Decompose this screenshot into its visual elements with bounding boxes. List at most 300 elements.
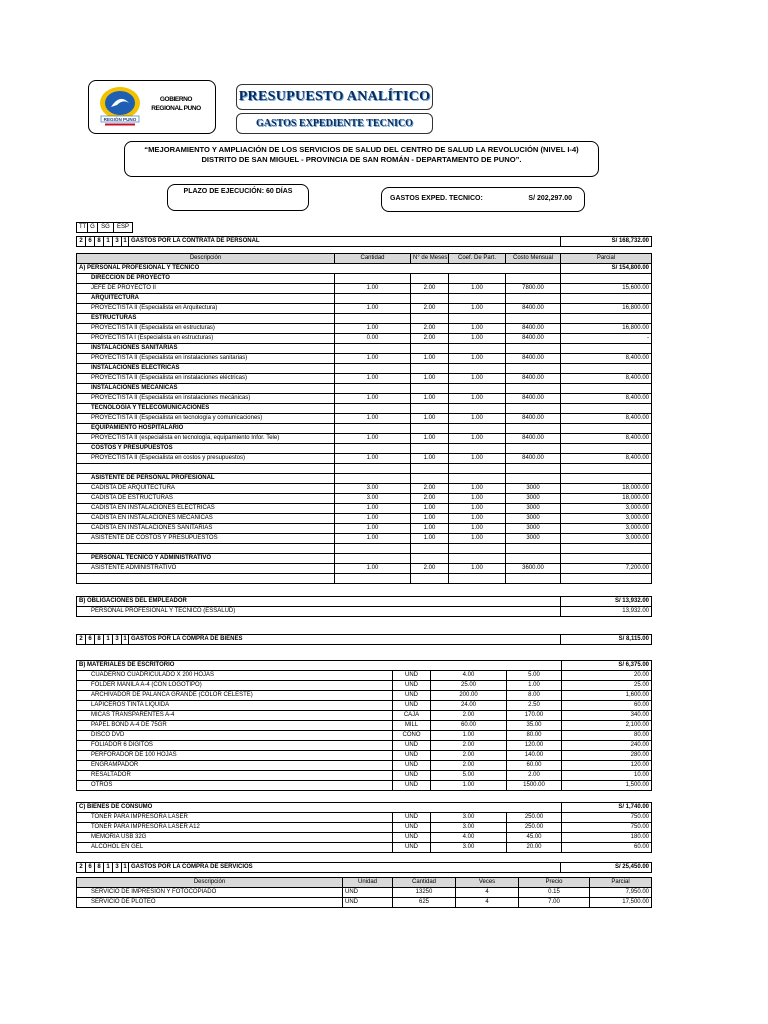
subgroup-row: [77, 294, 652, 304]
row-meses: 2.00: [411, 284, 449, 294]
empty-cell: [561, 464, 652, 474]
row-coef: 1.00: [449, 374, 506, 384]
table-row: [77, 514, 652, 524]
row-costo: 8400.00: [506, 304, 561, 314]
row-cantidad: 24.00: [431, 701, 507, 711]
table-row: [77, 454, 652, 464]
row-costo: 8400.00: [506, 394, 561, 404]
section-bienes-banner: [76, 634, 652, 645]
empty-cell: [506, 314, 561, 324]
row-parcial: 240.00: [562, 741, 652, 751]
row-unidad: CAJA: [393, 711, 431, 721]
table-row: [77, 304, 652, 314]
row-coef: 1.00: [449, 414, 506, 424]
empty-cell: [335, 404, 411, 414]
sec1-code: 1: [122, 237, 129, 247]
plazo-box: [167, 184, 309, 211]
row-costo: 8400.00: [506, 414, 561, 424]
empty-cell: [449, 544, 506, 554]
table-row: [77, 354, 652, 364]
row-parcial: 180.00: [562, 833, 652, 843]
group-consumo-total: S/ 1,740.00: [562, 803, 652, 813]
row-parcial: 16,800.00: [561, 324, 652, 334]
empty-cell: [506, 364, 561, 374]
table-row: [77, 691, 652, 701]
logo-box: [88, 80, 216, 134]
subgroup-row: [77, 314, 652, 324]
row-parcial: 2,100.00: [562, 721, 652, 731]
row-description: PROYECTISTA II (Especialista en instalaciones mecánicas): [77, 394, 335, 404]
empty-cell: [506, 554, 561, 564]
empty-cell: [561, 384, 652, 394]
subgroup-label: INSTALACIONES MECÁNICAS: [77, 384, 335, 394]
subgroup-label: DIRECCIÓN DE PROYECTO: [77, 274, 335, 284]
empty-cell: [335, 364, 411, 374]
row-parcial: -: [561, 334, 652, 344]
empty-cell: [561, 554, 652, 564]
row-unidad: UND: [393, 823, 431, 833]
essalud-value: 13,932.00: [561, 607, 652, 617]
row-cantidad: 1.00: [431, 781, 507, 791]
sec2-code: 3: [113, 635, 122, 645]
row-parcial: 8,400.00: [561, 414, 652, 424]
table-row: [77, 781, 652, 791]
col-coef: Coef. De Part.: [449, 254, 506, 264]
row-coef: 1.00: [449, 434, 506, 444]
materiales-table: [76, 660, 652, 791]
project-line2: DISTRITO DE SAN MIGUEL - PROVINCIA DE SAN ROMÁN - DEPARTAMENTO DE PUNO”.: [201, 155, 522, 164]
table-row: [77, 414, 652, 424]
row-description: MEMORIA USB 32G: [77, 833, 393, 843]
empty-cell: [506, 344, 561, 354]
table-row: [77, 504, 652, 514]
row-parcial: 3,000.00: [561, 504, 652, 514]
row-cantidad: 1.00: [335, 284, 411, 294]
empty-cell: [335, 544, 411, 554]
subgroup-label: EQUIPAMIENTO HOSPITALARIO: [77, 424, 335, 434]
row-unidad: UND: [393, 813, 431, 823]
col-precio: Precio: [519, 878, 590, 888]
project-line1: “MEJORAMIENTO Y AMPLIACIÓN DE LOS SERVICIOS DE SALUD DEL CENTRO DE SALUD LA REVOLUCIÓN (NIVEL I-4): [144, 145, 579, 154]
empty-cell: [335, 274, 411, 284]
group-b-total: S/ 13,932.00: [561, 597, 652, 607]
row-coef: 1.00: [449, 484, 506, 494]
empty-cell: [506, 294, 561, 304]
table-row: [77, 721, 652, 731]
empty-cell: [506, 444, 561, 454]
row-unidad: UND: [393, 833, 431, 843]
gastos-value: S/ 202,297.00: [528, 195, 572, 202]
row-precio: 35.00: [507, 721, 562, 731]
empty-cell: [506, 424, 561, 434]
table-row: [77, 534, 652, 544]
codes-header: [76, 222, 133, 233]
empty-cell: [411, 444, 449, 454]
sec1-total: S/ 168,732.00: [561, 237, 652, 247]
empty-cell: [561, 544, 652, 554]
row-coef: 1.00: [449, 564, 506, 574]
row-coef: 1.00: [449, 334, 506, 344]
empty-cell: [335, 384, 411, 394]
table-row: [77, 711, 652, 721]
empty-cell: [449, 574, 506, 584]
row-cantidad: 1.00: [335, 304, 411, 314]
code-g: G: [88, 223, 98, 233]
row-cantidad: 2.00: [431, 711, 507, 721]
row-description: CADISTA EN INSTALACIONES MECANICAS: [77, 514, 335, 524]
col-unidad: Unidad: [343, 878, 393, 888]
empty-cell: [411, 384, 449, 394]
row-description: RESALTADOR: [77, 771, 393, 781]
row-costo: 8400.00: [506, 324, 561, 334]
sec3-code: 3: [113, 863, 122, 873]
row-description: ALCOHOL EN GEL: [77, 843, 393, 853]
row-description: PROYECTISTA II (especialista en tecnología, equipamiento Infor. Tele): [77, 434, 335, 444]
subgroup-label: INSTALACIONES SANITARIAS: [77, 344, 335, 354]
empty-cell: [411, 364, 449, 374]
row-meses: 1.00: [411, 374, 449, 384]
empty-cell: [411, 424, 449, 434]
row-meses: 1.00: [411, 504, 449, 514]
row-meses: 1.00: [411, 454, 449, 464]
table-row: [77, 833, 652, 843]
table-row: [77, 334, 652, 344]
empty-cell: [411, 474, 449, 484]
empty-cell: [335, 294, 411, 304]
sec2-code: 8: [95, 635, 104, 645]
row-description: PAPEL BOND A-4 DE 75GR: [77, 721, 393, 731]
servicios-table: [76, 877, 652, 908]
row-description: PROYECTISTA I (Especialista en estructuras): [77, 334, 335, 344]
row-description: OTROS: [77, 781, 393, 791]
row-cantidad: 2.00: [431, 741, 507, 751]
essalud-label: PERSONAL PROFESIONAL Y TECNICO (ESSALUD): [77, 607, 561, 617]
row-parcial: 3,000.00: [561, 524, 652, 534]
subgroup-row: [77, 364, 652, 374]
empty-cell: [561, 444, 652, 454]
row-costo: 3000: [506, 524, 561, 534]
page-subtitle: GASTOS EXPEDIENTE TECNICO: [256, 118, 413, 129]
sec1-code: 8: [95, 237, 104, 247]
row-description: PERFORADOR DE 100 HOJAS: [77, 751, 393, 761]
empty-cell: [335, 344, 411, 354]
region-puno-logo: [97, 85, 143, 129]
table-row: [77, 761, 652, 771]
subgroup-row: [77, 444, 652, 454]
row-cantidad: 25.00: [431, 681, 507, 691]
row-cantidad: 1.00: [335, 394, 411, 404]
row-cantidad: 60.00: [431, 721, 507, 731]
table-row: [77, 681, 652, 691]
row-meses: 2.00: [411, 484, 449, 494]
row-cantidad: 1.00: [335, 534, 411, 544]
empty-cell: [449, 554, 506, 564]
blank-row: [77, 574, 652, 584]
empty-cell: [411, 574, 449, 584]
empty-cell: [506, 544, 561, 554]
row-cantidad: 3.00: [335, 494, 411, 504]
table-row: [77, 771, 652, 781]
row-unidad: UND: [393, 701, 431, 711]
col-cantidad: Cantidad: [335, 254, 411, 264]
row-precio: 7.00: [519, 898, 590, 908]
row-meses: 2.00: [411, 494, 449, 504]
empty-cell: [335, 314, 411, 324]
group-b-label: B) OBLIGACIONES DEL EMPLEADOR: [77, 597, 561, 607]
row-precio: 250.00: [507, 813, 562, 823]
row-precio: 250.00: [507, 823, 562, 833]
row-description: PROYECTISTA II (Especialista en instalaciones sanitarias): [77, 354, 335, 364]
row-parcial: 3,000.00: [561, 534, 652, 544]
sec1-code: 1: [104, 237, 113, 247]
empty-cell: [561, 294, 652, 304]
empty-cell: [561, 574, 652, 584]
table-row: [77, 843, 652, 853]
row-meses: 1.00: [411, 534, 449, 544]
empty-cell: [335, 474, 411, 484]
sec3-code: 2: [77, 863, 86, 873]
subgroup-row: [77, 274, 652, 284]
row-costo: 3000: [506, 534, 561, 544]
row-cantidad: 3.00: [431, 813, 507, 823]
row-coef: 1.00: [449, 394, 506, 404]
group-a-label: A) PERSONAL PROFESIONAL Y TÉCNICO: [77, 264, 561, 274]
sec3-code: 1: [104, 863, 113, 873]
row-parcial: 25.00: [562, 681, 652, 691]
row-precio: 2.00: [507, 771, 562, 781]
row-parcial: 280.00: [562, 751, 652, 761]
empty-cell: [561, 314, 652, 324]
empty-cell: [449, 364, 506, 374]
row-precio: 2.50: [507, 701, 562, 711]
subgroup-row: [77, 474, 652, 484]
row-parcial: 16,800.00: [561, 304, 652, 314]
row-unidad: UND: [393, 781, 431, 791]
row-parcial: 3,000.00: [561, 514, 652, 524]
empty-cell: [561, 274, 652, 284]
row-precio: 45.00: [507, 833, 562, 843]
empty-cell: [506, 274, 561, 284]
row-cantidad: 4.00: [431, 671, 507, 681]
row-coef: 1.00: [449, 534, 506, 544]
row-description: PROYECTISTA II (Especialista en instalaciones eléctricas): [77, 374, 335, 384]
empty-cell: [449, 344, 506, 354]
row-precio: 0.15: [519, 888, 590, 898]
row-description: PROYECTISTA II (Especialista en tecnología y comunicaciones): [77, 414, 335, 424]
subtitle-box: [236, 113, 433, 134]
sec3-code: 6: [86, 863, 95, 873]
row-meses: 2.00: [411, 324, 449, 334]
empty-cell: [449, 314, 506, 324]
table-row: [77, 731, 652, 741]
row-description: FOLDER MANILA A-4 (CON LOGOTIPO): [77, 681, 393, 691]
gastos-summary: [382, 188, 584, 209]
row-parcial: 80.00: [562, 731, 652, 741]
row-precio: 8.00: [507, 691, 562, 701]
row-parcial: 18,000.00: [561, 484, 652, 494]
row-cantidad: 1.00: [335, 324, 411, 334]
row-unidad: UND: [393, 741, 431, 751]
empty-cell: [506, 404, 561, 414]
empty-cell: [449, 294, 506, 304]
table-row: [77, 484, 652, 494]
row-description: ARCHIVADOR DE PALANCA GRANDE (COLOR CELESTE): [77, 691, 393, 701]
table-row: [77, 394, 652, 404]
row-coef: 1.00: [449, 284, 506, 294]
row-unidad: UND: [393, 761, 431, 771]
row-parcial: 1,600.00: [562, 691, 652, 701]
row-unidad: UND: [393, 671, 431, 681]
sec2-code: 6: [86, 635, 95, 645]
empty-cell: [411, 404, 449, 414]
col-cantidad: Cantidad: [393, 878, 456, 888]
row-meses: 1.00: [411, 354, 449, 364]
subgroup-label: INSTALACIONES ELÉCTRICAS: [77, 364, 335, 374]
empty-cell: [506, 464, 561, 474]
row-meses: 1.00: [411, 434, 449, 444]
row-parcial: 8,400.00: [561, 354, 652, 364]
consumo-table: [76, 802, 652, 853]
row-cantidad: 13250: [393, 888, 456, 898]
row-costo: 8400.00: [506, 354, 561, 364]
gastos-box: [381, 187, 585, 212]
row-parcial: 20.00: [562, 671, 652, 681]
row-cantidad: 2.00: [431, 761, 507, 771]
row-description: CADISTA EN INSTALACIONES ELECTRICAS: [77, 504, 335, 514]
subgroup-label: PERSONAL TECNICO Y ADMINISTRATIVO: [77, 554, 335, 564]
row-description: SERVICIO DE PLOTEO: [77, 898, 343, 908]
row-unidad: UND: [393, 771, 431, 781]
row-description: TONER PARA IMPRESORA LASER A12: [77, 823, 393, 833]
sec1-code: 2: [77, 237, 86, 247]
row-description: PROYECTISTA II (Especialista en Arquitectura): [77, 304, 335, 314]
empty-cell: [411, 314, 449, 324]
table-row: [77, 494, 652, 504]
row-description: JEFE DE PROYECTO II: [77, 284, 335, 294]
row-cantidad: 1.00: [431, 731, 507, 741]
row-unidad: UND: [393, 681, 431, 691]
row-meses: 1.00: [411, 524, 449, 534]
row-parcial: 10.00: [562, 771, 652, 781]
row-cantidad: 1.00: [335, 414, 411, 424]
row-description: CADISTA EN INSTALACIONES SANITARIAS: [77, 524, 335, 534]
row-precio: 20.00: [507, 843, 562, 853]
table-row: [77, 888, 652, 898]
col-costo: Costo Mensual: [506, 254, 561, 264]
table-row: [77, 284, 652, 294]
gastos-label: GASTOS EXPED. TECNICO:: [390, 195, 483, 202]
section-servicios-banner: [76, 862, 652, 873]
project-name: [125, 142, 598, 165]
row-description: FOLIADOR 6 DIGITOS: [77, 741, 393, 751]
col-parcial: Parcial: [590, 878, 652, 888]
empty-cell: [561, 344, 652, 354]
row-description: CADISTA DE ESTRUCTURAS: [77, 494, 335, 504]
row-unidad: MILL: [393, 721, 431, 731]
group-consumo-label: C) BIENES DE CONSUMO: [77, 803, 562, 813]
row-unidad: CONO: [393, 731, 431, 741]
empty-cell: [449, 384, 506, 394]
row-cantidad: 1.00: [335, 374, 411, 384]
row-description: DISCO DVD: [77, 731, 393, 741]
row-description: MICAS TRANSPARENTES A-4: [77, 711, 393, 721]
sec3-code: 1: [122, 863, 129, 873]
sec3-label: GASTOS POR LA COMPRA DE SERVICIOS: [129, 863, 561, 873]
group-mat-label: B) MATERIALES DE ESCRITORIO: [77, 661, 562, 671]
row-costo: 7800.00: [506, 284, 561, 294]
row-parcial: 8,400.00: [561, 454, 652, 464]
empty-cell: [335, 424, 411, 434]
empty-cell: [561, 404, 652, 414]
row-precio: 1500.00: [507, 781, 562, 791]
table-row: [77, 741, 652, 751]
blank-row: [77, 544, 652, 554]
row-coef: 1.00: [449, 524, 506, 534]
row-coef: 1.00: [449, 504, 506, 514]
empty-cell: [561, 474, 652, 484]
row-precio: 80.00: [507, 731, 562, 741]
row-parcial: 7,200.00: [561, 564, 652, 574]
personal-table: [76, 253, 652, 584]
row-description: ASISTENTE DE COSTOS Y PRESUPUESTOS: [77, 534, 335, 544]
empty-cell: [449, 404, 506, 414]
row-cantidad: 1.00: [335, 514, 411, 524]
row-meses: 2.00: [411, 564, 449, 574]
row-cantidad: 2.00: [431, 751, 507, 761]
empty-cell: [506, 474, 561, 484]
table-row: [77, 823, 652, 833]
table-row: [77, 898, 652, 908]
row-precio: 1.00: [507, 681, 562, 691]
subgroup-label: COSTOS Y PRESUPUESTOS: [77, 444, 335, 454]
subgroup-row: [77, 424, 652, 434]
sec3-total: S/ 25,450.00: [561, 863, 652, 873]
sec1-code: 6: [86, 237, 95, 247]
row-cantidad: 3.00: [431, 823, 507, 833]
row-costo: 3000: [506, 504, 561, 514]
row-veces: 4: [456, 898, 519, 908]
empty-cell: [335, 554, 411, 564]
section-personal-banner: [76, 236, 652, 247]
row-meses: 1.00: [411, 414, 449, 424]
row-cantidad: 625: [393, 898, 456, 908]
empty-cell: [561, 424, 652, 434]
row-cantidad: 3.00: [431, 843, 507, 853]
empty-cell: [335, 444, 411, 454]
empty-cell: [449, 274, 506, 284]
row-costo: 3000: [506, 514, 561, 524]
row-unidad: UND: [343, 888, 393, 898]
row-description: ENGRAMPADOR: [77, 761, 393, 771]
table-row: [77, 324, 652, 334]
empty-cell: [411, 544, 449, 554]
row-cantidad: 1.00: [335, 354, 411, 364]
row-description: PROYECTISTA II (Especialista en estructuras): [77, 324, 335, 334]
subgroup-row: [77, 384, 652, 394]
row-unidad: UND: [393, 691, 431, 701]
table-row: [77, 374, 652, 384]
empty-cell: [449, 474, 506, 484]
row-cantidad: 1.00: [335, 454, 411, 464]
row-unidad: UND: [343, 898, 393, 908]
row-veces: 4: [456, 888, 519, 898]
row-parcial: 17,500.00: [590, 898, 652, 908]
subgroup-label: TECNOLOGÍA Y TELECOMUNICACIONES: [77, 404, 335, 414]
subgroup-row: [77, 404, 652, 414]
row-cantidad: 200.00: [431, 691, 507, 701]
sec2-total: S/ 8,115.00: [561, 635, 652, 645]
empty-cell: [411, 464, 449, 474]
